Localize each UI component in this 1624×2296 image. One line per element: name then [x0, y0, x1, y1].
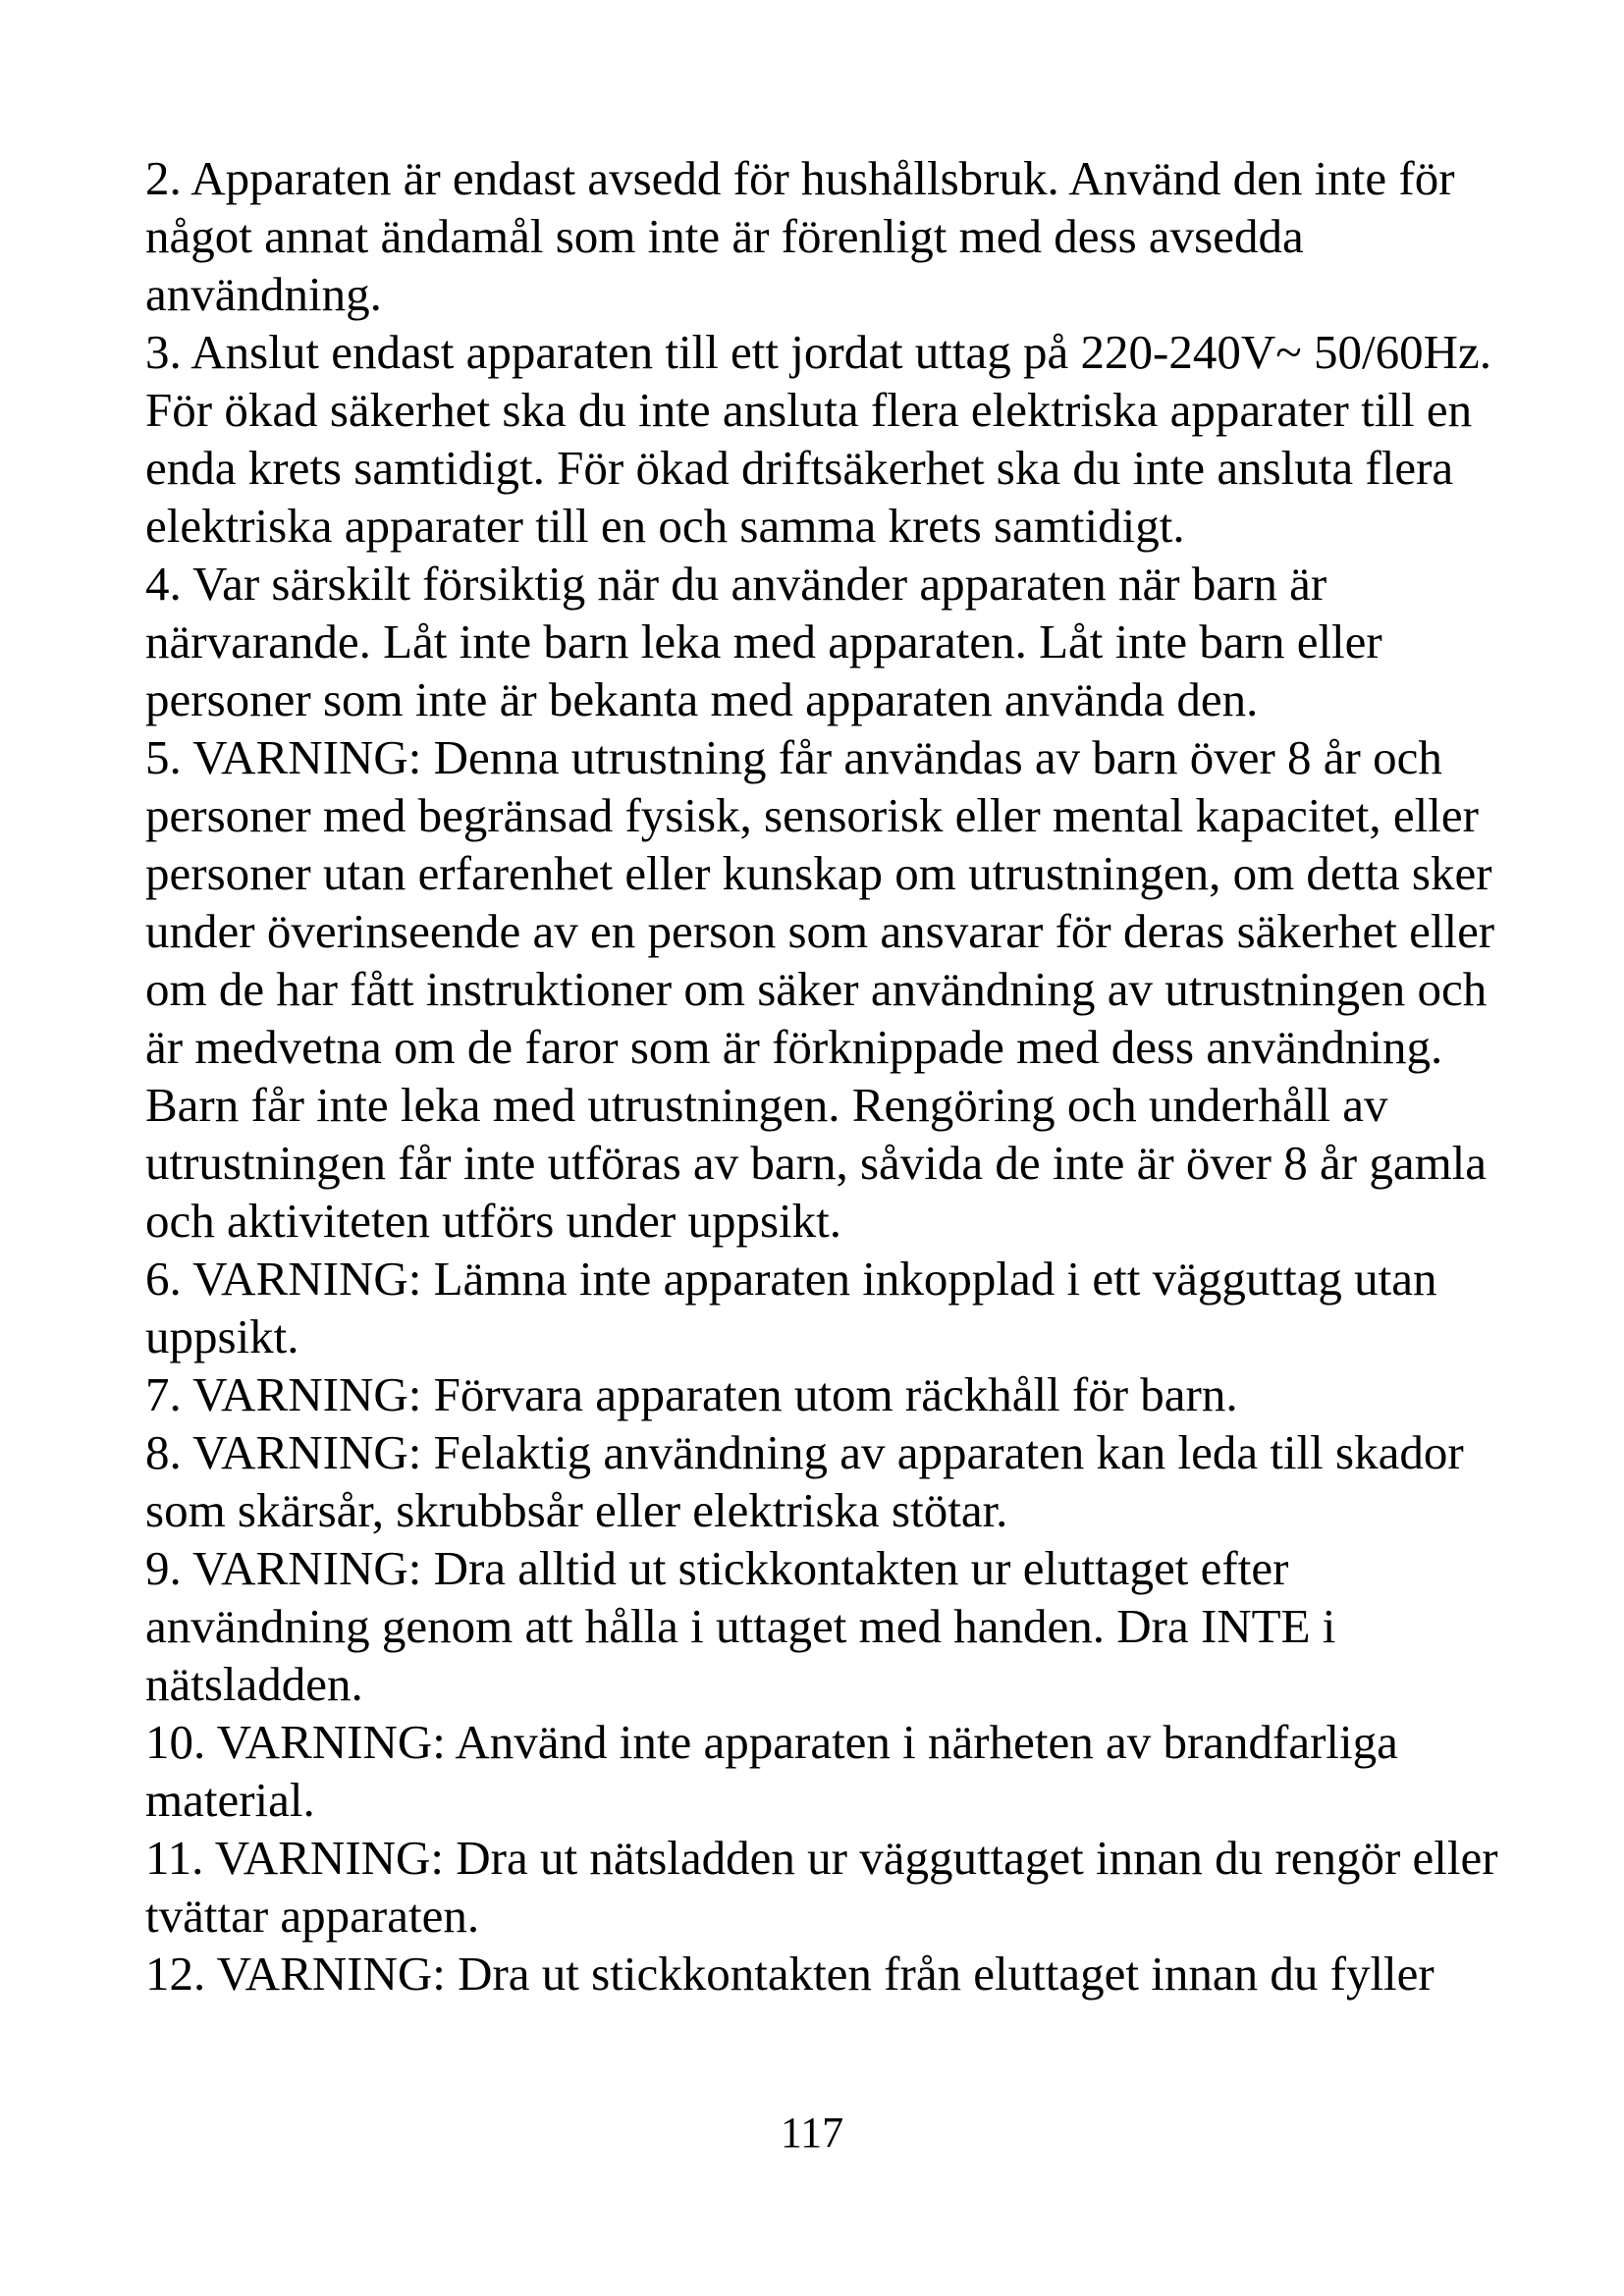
item-10: 10. VARNING: Använd inte apparaten i närheten av brandfarliga material. — [145, 1715, 1398, 1827]
item-6: 6. VARNING: Lämna inte apparaten inkopplad i ett vägguttag utan uppsikt. — [145, 1252, 1437, 1363]
item-12: 12. VARNING: Dra ut stickkontakten från eluttaget innan du fyller — [145, 1947, 1435, 2001]
item-5: 5. VARNING: Denna utrustning får användas av barn över 8 år och personer med begränsad fysisk, sensorisk eller mental kapacitet, eller personer utan erfarenhet eller kunskap om utrustningen, om detta sker under överinseende av en person som ansvarar för deras säkerhet eller om de har fått instruktioner om säker användning av utrustningen och är medvetna om de faror som är förknippade med dess användning. Barn får inte leka med utrustningen. Rengöring och underhåll av utrustningen får inte utföras av barn, såvida de inte är över 8 år gamla och aktiviteten utförs under uppsikt. — [145, 730, 1495, 1248]
item-2: 2. Apparaten är endast avsedd för hushållsbruk. Använd den inte för något annat ändamål som inte är förenligt med dess avsedda användning. — [145, 151, 1455, 321]
item-9: 9. VARNING: Dra alltid ut stickkontakten ur eluttaget efter användning genom att hålla i uttaget med handen. Dra INTE i nätsladden. — [145, 1541, 1336, 1711]
item-7: 7. VARNING: Förvara apparaten utom räckhåll för barn. — [145, 1367, 1238, 1421]
document-body — [145, 149, 1520, 2002]
item-3: 3. Anslut endast apparaten till ett jordat uttag på 220-240V~ 50/60Hz. För ökad säkerhet ska du inte ansluta flera elektriska apparater till en enda krets samtidigt. För ökad driftsäkerhet ska du inte ansluta flera elektriska apparater till en och samma krets samtidigt. — [145, 325, 1491, 553]
page-number: 117 — [780, 2109, 844, 2157]
item-4: 4. Var särskilt försiktig när du använder apparaten när barn är närvarande. Låt inte barn leka med apparaten. Låt inte barn eller personer som inte är bekanta med apparaten använda den. — [145, 557, 1382, 726]
item-11: 11. VARNING: Dra ut nätsladden ur vägguttaget innan du rengör eller tvättar apparaten. — [145, 1831, 1498, 1943]
item-8: 8. VARNING: Felaktig användning av apparaten kan leda till skador som skärsår, skrubbsår eller elektriska stötar. — [145, 1425, 1464, 1537]
